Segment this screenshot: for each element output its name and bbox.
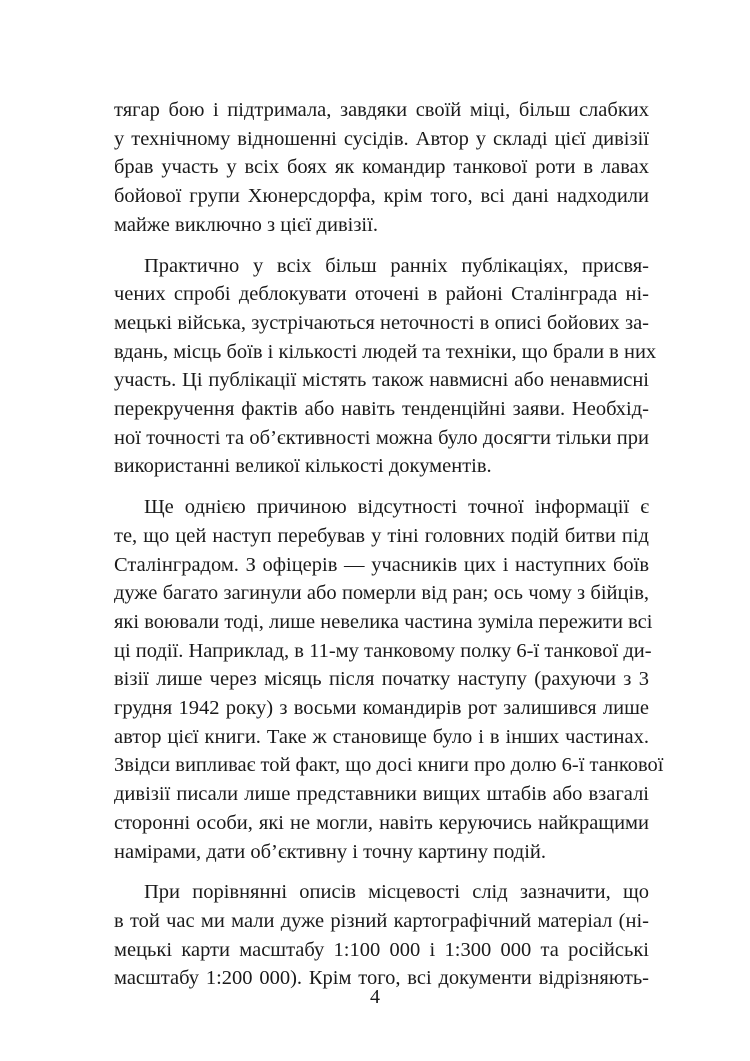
paragraph [114,96,649,240]
page-number: 4 [370,986,380,1008]
text-line: Ще однією причиною відсутності точної інформації є [144,496,649,519]
text-line: грудня 1942 року) з восьми командирів рот залишився лише [114,697,649,720]
text-line: сторонні особи, які не могли, навіть керуючись найкращими [114,811,649,834]
text-line: бойової групи Хюнерсдорфа, крім того, всі дані надходили [114,185,649,208]
text-line: те, що цей наступ перебував у тіні головних подій битви під [114,524,649,547]
text-line: тягар бою і підтримала, завдяки своїй міці, більш слабких [114,99,649,121]
text-line: візії лише через місяць після початку наступу (рахуючи з 3 [114,668,649,691]
text-line: масштабу 1:200 000). Крім того, всі документи відрізняють- [114,967,649,990]
body-text [114,96,664,1005]
paragraph [114,878,649,993]
text-line: При порівнянні описів місцевості слід зазначити, що [144,881,649,904]
text-line: ці події. Наприклад, в 11-му танковому полку 6-ї танкової ди- [114,639,652,662]
text-line: Сталінградом. З офіцерів — учасників цих і наступних боїв [114,553,649,576]
text-line: вдань, місць боїв і кількості людей та техніки, що брали в них [114,340,657,363]
text-line: використанні великої кількості документів. [114,455,492,478]
text-line: автор цієї книги. Таке ж становище було і в інших частинах. [114,725,649,748]
text-line: ної точності та об’єктивності можна було досягти тільки при [114,426,649,449]
text-line: намірами, дати об’єктивну і точну картину подій. [114,840,547,863]
text-line: Звідси випливає той факт, що досі книги про долю 6-ї танкової [114,754,664,777]
text-line: брав участь у всіх боях як командир танкової роти в лавах [114,156,649,179]
text-line: в той час ми мали дуже різний картографічний матеріал (ні- [114,909,649,932]
text-line: чених спробі деблокувати оточені в районі Сталінграда ні- [114,283,649,306]
text-line: перекручення фактів або навіть тенденційні заяви. Необхід- [114,398,649,421]
text-line: майже виключно з цієї дивізії. [114,213,378,236]
text-line: у технічному відношенні сусідів. Автор у складі цієї дивізії [114,127,649,150]
text-line: дуже багато загинули або померли від ран; ось чому з бійців, [114,582,649,605]
text-line: які воювали тоді, лише невелика частина зуміла пережити всі [114,610,653,633]
paragraph [114,252,657,482]
paragraph [114,493,664,866]
text-line: дивізії писали лише представники вищих штабів або взагалі [114,783,649,806]
text-line: участь. Ці публікації містять також навмисні або ненавмисні [114,369,649,392]
text-line: мецькі війська, зустрічаються неточності в описі бойових за- [114,311,649,334]
text-line: мецькі карти масштабу 1:100 000 і 1:300 000 та російські [114,938,649,961]
text-line: Практично у всіх більш ранніх публікаціях, присвя- [144,254,649,277]
